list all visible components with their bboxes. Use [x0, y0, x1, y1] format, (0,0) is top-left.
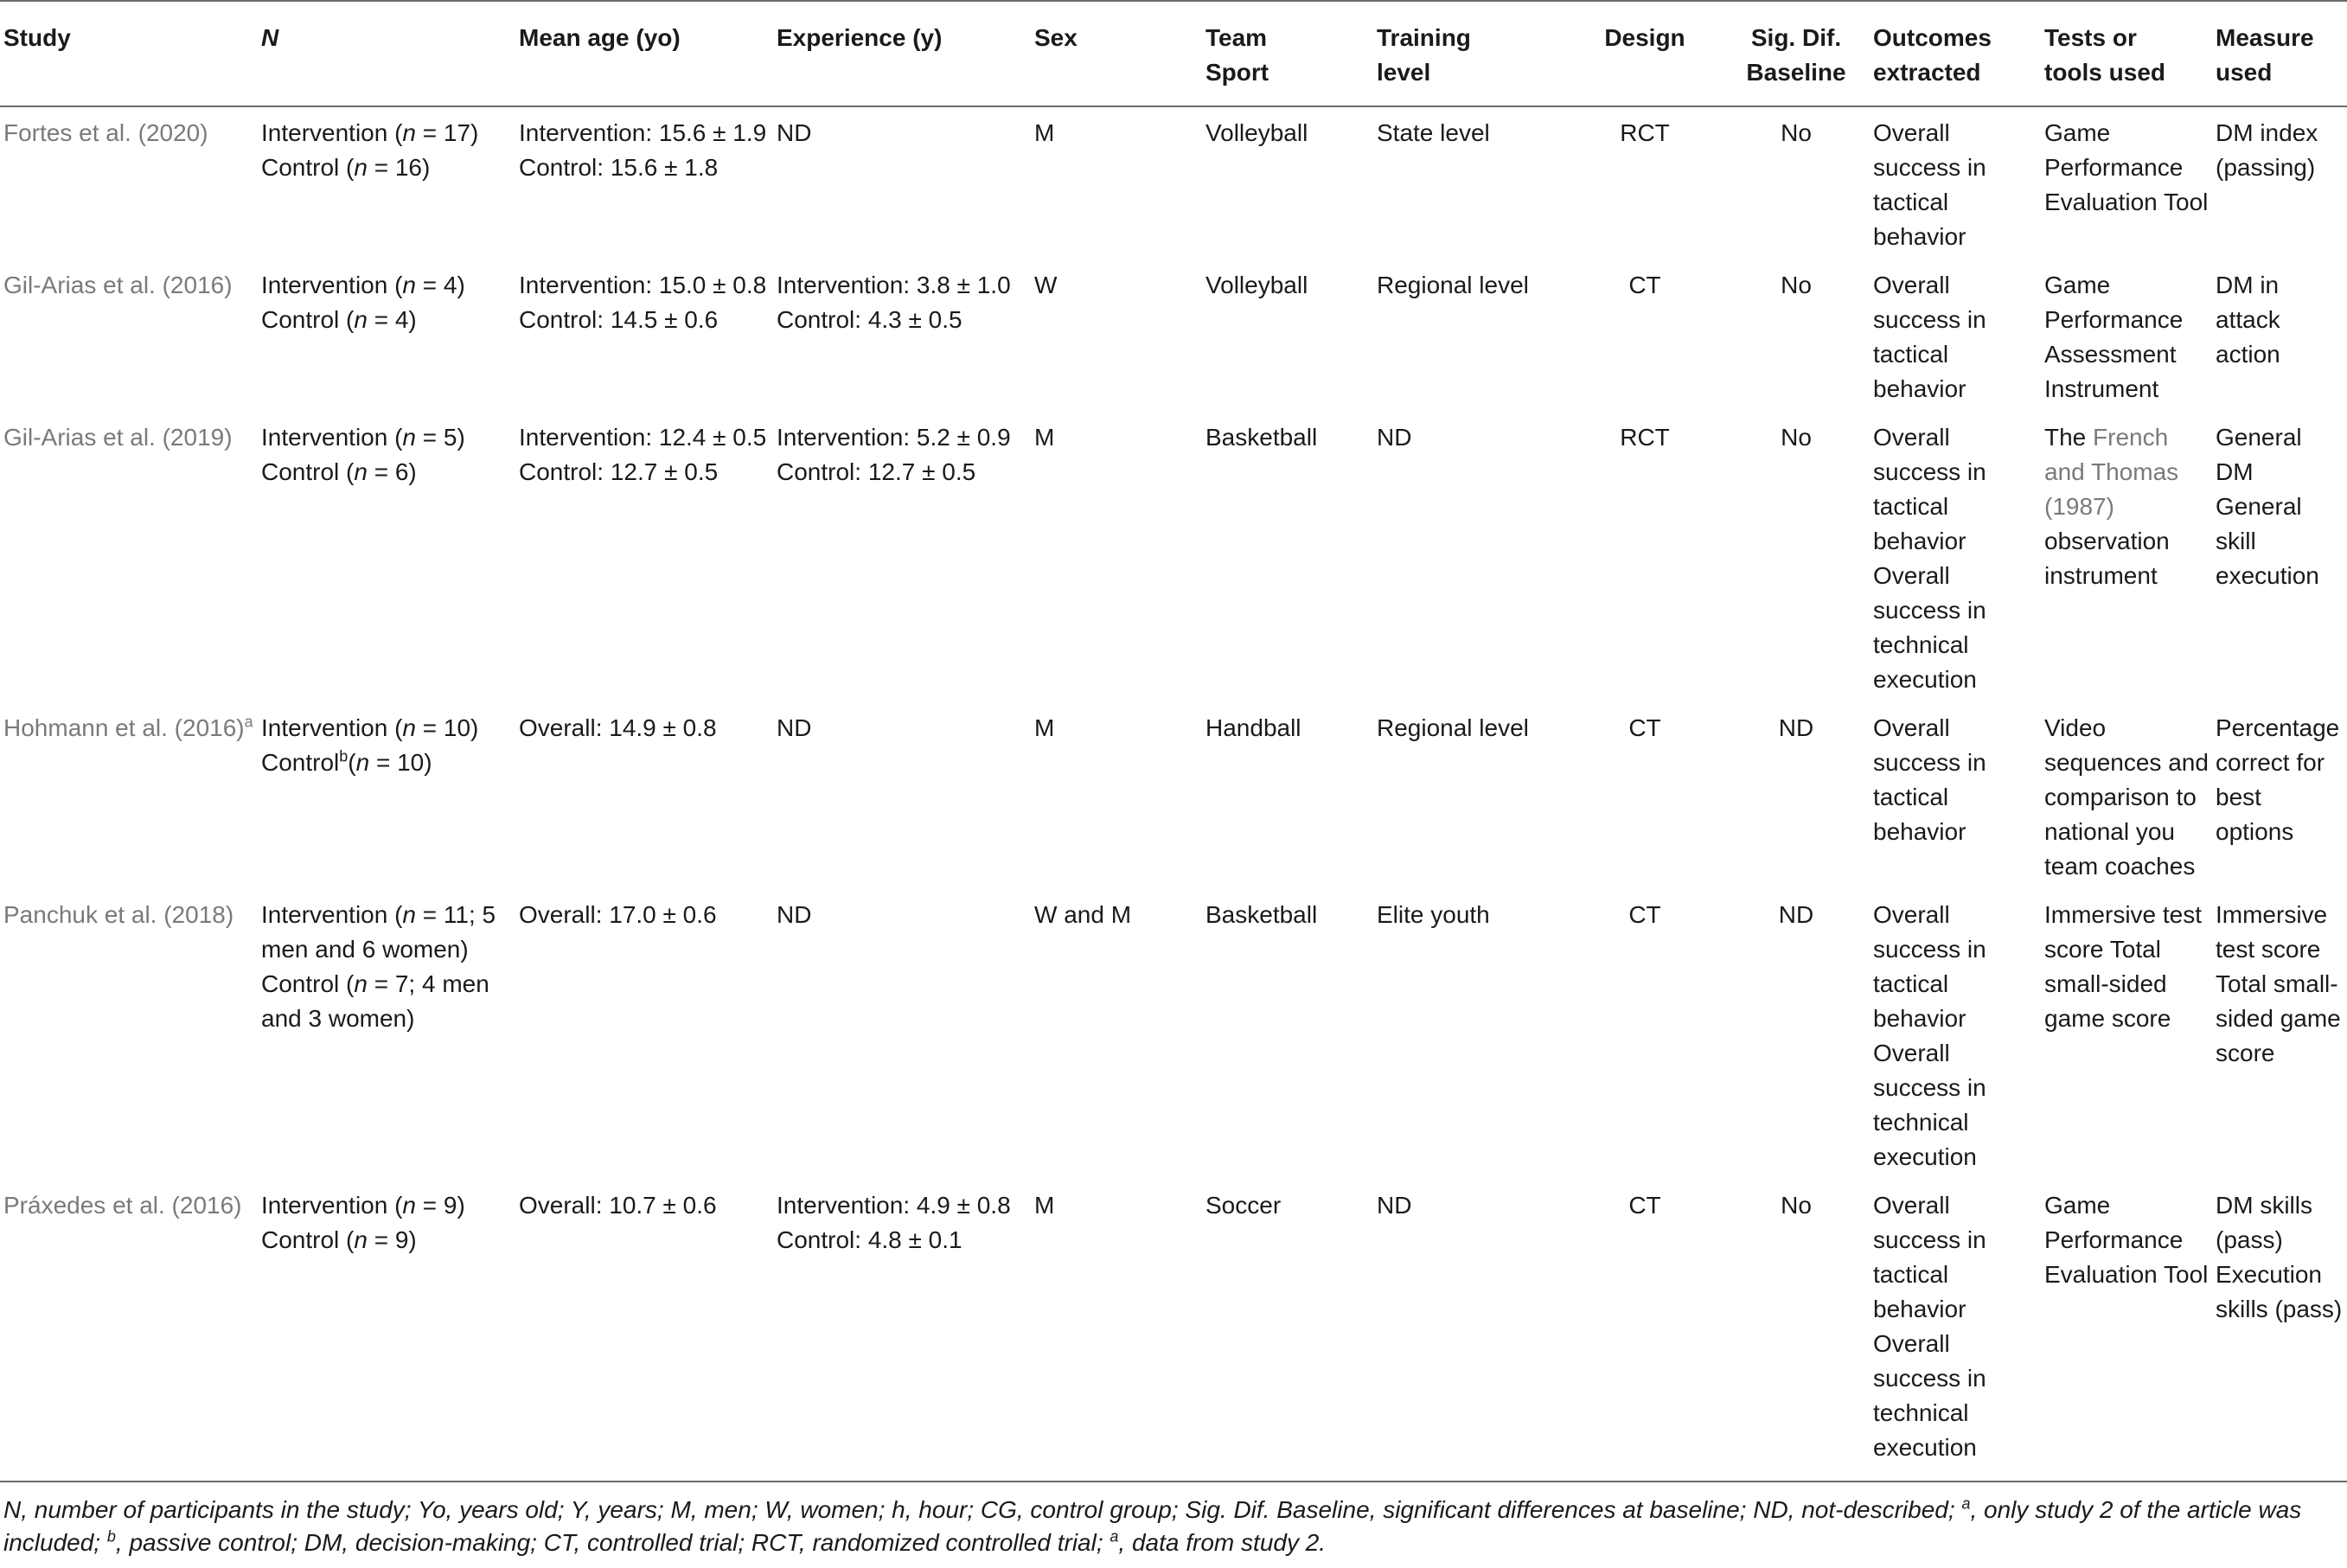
- header-team-sport: [1202, 1, 1373, 106]
- training-cell: ND: [1377, 424, 1412, 451]
- reference-link[interactable]: French and Thomas (1987): [2044, 424, 2179, 520]
- header-mean-age: Mean age (yo): [519, 24, 681, 51]
- n-symbol: n: [355, 749, 370, 776]
- n-intervention-value: = 17): [416, 119, 479, 146]
- mean-age-cell: Overall: 14.9 ± 0.8: [519, 714, 717, 741]
- tests-cell: Video sequences and comparison to national you team coaches: [2044, 714, 2209, 880]
- mean-age-cell: Intervention: 12.4 ± 0.5 Control: 12.7 ± 0.5: [519, 424, 767, 485]
- header-tests: [2041, 1, 2212, 106]
- header-n: [258, 1, 515, 106]
- outcomes-cell: Overall success in tactical behavior: [1873, 272, 1986, 402]
- outcomes-cell: Overall success in tactical behavior Overall success in technical execution: [1873, 901, 1986, 1170]
- n-control-label: Control (: [261, 1226, 355, 1253]
- n-symbol: n: [402, 119, 416, 146]
- sport-cell: Basketball: [1205, 424, 1318, 451]
- n-control-label: Control (: [261, 306, 355, 333]
- n-intervention-label: Intervention (: [261, 901, 403, 928]
- n-symbol: n: [402, 714, 416, 741]
- design-cell: RCT: [1620, 424, 1670, 451]
- study-cell[interactable]: [0, 702, 258, 889]
- measure-cell: General DM General skill execution: [2216, 424, 2319, 589]
- tests-cell: Game Performance Evaluation Tool: [2044, 119, 2209, 215]
- experience-cell: Intervention: 3.8 ± 1.0 Control: 4.3 ± 0.5: [777, 272, 1011, 333]
- sport-cell: Volleyball: [1205, 119, 1308, 146]
- header-sig-line1: Sig. Dif.: [1750, 24, 1842, 51]
- header-training-level: [1373, 1, 1567, 106]
- n-control-value: = 4): [367, 306, 417, 333]
- n-control-value: = 9): [367, 1226, 417, 1253]
- n-control-label: Control: [261, 749, 340, 776]
- outcomes-cell: Overall success in tactical behavior: [1873, 119, 1986, 250]
- sig-cell: ND: [1778, 714, 1814, 741]
- table-row: [0, 702, 2347, 889]
- header-design: Design: [1604, 24, 1685, 51]
- experience-cell: ND: [777, 119, 812, 146]
- sport-cell: Volleyball: [1205, 272, 1308, 298]
- design-cell: CT: [1628, 901, 1661, 928]
- design-cell: CT: [1628, 272, 1661, 298]
- sex-cell: W and M: [1034, 901, 1132, 928]
- header-tests-line1: Tests or: [2044, 24, 2137, 51]
- footnote-marker: b: [339, 747, 349, 765]
- n-intervention-label: Intervention (: [261, 1192, 403, 1219]
- sig-cell: No: [1781, 119, 1812, 146]
- sig-cell: No: [1781, 1192, 1812, 1219]
- n-intervention-value: = 4): [416, 272, 465, 298]
- sex-cell: M: [1034, 424, 1055, 451]
- measure-cell: Percentage correct for best options: [2216, 714, 2340, 845]
- design-cell: RCT: [1620, 119, 1670, 146]
- header-sig-dif-baseline: [1723, 1, 1870, 106]
- tests-text: observation instrument: [2044, 528, 2170, 589]
- measure-cell: DM skills (pass) Execution skills (pass): [2216, 1192, 2343, 1322]
- n-intervention-label: Intervention (: [261, 272, 403, 298]
- experience-cell: ND: [777, 901, 812, 928]
- table-row: [0, 889, 2347, 1180]
- n-control-value: = 7; 4 men and 3 women): [261, 970, 489, 1032]
- n-control-open: (: [348, 749, 356, 776]
- design-cell: CT: [1628, 714, 1661, 741]
- footnote-marker: a: [244, 713, 253, 731]
- tests-cell: Immersive test score Total small-sided game score: [2044, 901, 2203, 1032]
- experience-cell: Intervention: 4.9 ± 0.8 Control: 4.8 ± 0.1: [777, 1192, 1011, 1253]
- measure-cell: Immersive test score Total small-sided game score: [2216, 901, 2341, 1066]
- n-intervention-value: = 10): [416, 714, 479, 741]
- outcomes-cell: Overall success in tactical behavior Overall success in technical execution: [1873, 424, 1986, 693]
- footnote-marker: a: [1110, 1527, 1119, 1546]
- header-sex: Sex: [1034, 24, 1078, 51]
- header-training-line2: level: [1377, 59, 1431, 86]
- footnote-text: , only study 2 of the article was included;: [3, 1496, 2302, 1556]
- sig-cell: ND: [1778, 901, 1814, 928]
- design-cell: CT: [1628, 1192, 1661, 1219]
- header-sig-line2: Baseline: [1746, 59, 1846, 86]
- tests-cell: [2041, 412, 2212, 702]
- n-intervention-label: Intervention (: [261, 424, 403, 451]
- table-row: [0, 1180, 2347, 1470]
- mean-age-cell: Intervention: 15.6 ± 1.9 Control: 15.6 ± 1.8: [519, 119, 767, 181]
- n-symbol: n: [354, 154, 368, 181]
- sex-cell: W: [1034, 272, 1058, 298]
- n-symbol: n: [354, 458, 368, 485]
- training-cell: Regional level: [1377, 272, 1529, 298]
- training-cell: Regional level: [1377, 714, 1529, 741]
- n-intervention-label: Intervention (: [261, 119, 403, 146]
- sig-cell: No: [1781, 272, 1812, 298]
- n-control-value: = 6): [367, 458, 417, 485]
- n-cell: [258, 1180, 515, 1470]
- footnote-text: , passive control; DM, decision-making; CT, controlled trial; RCT, randomized controlled trial;: [115, 1529, 1110, 1556]
- footnote-text: N, number of participants in the study; Yo, years old; Y, years; M, men; W, women; h, hour; CG, control group; Sig. Dif. Baseline, significant differences at baseline; ND, not-described;: [3, 1496, 1962, 1523]
- sex-cell: M: [1034, 119, 1055, 146]
- n-intervention-value: = 11; 5 men and 6 women) Control (: [261, 901, 496, 997]
- n-control-label: Control (: [261, 458, 355, 485]
- outcomes-cell: Overall success in tactical behavior: [1873, 714, 1986, 845]
- n-intervention-value: = 5): [416, 424, 465, 451]
- experience-cell: Intervention: 5.2 ± 0.9 Control: 12.7 ± 0.5: [777, 424, 1011, 485]
- header-team-sport-line1: Team: [1205, 24, 1268, 51]
- header-measure-line2: used: [2216, 59, 2273, 86]
- study-cell[interactable]: Fortes et al. (2020): [3, 119, 208, 146]
- n-control-value: = 16): [367, 154, 431, 181]
- n-cell: [258, 889, 515, 1180]
- sex-cell: M: [1034, 714, 1055, 741]
- tests-cell: Game Performance Evaluation Tool: [2044, 1192, 2209, 1288]
- mean-age-cell: Overall: 17.0 ± 0.6: [519, 901, 717, 928]
- study-cell[interactable]: Gil-Arias et al. (2016): [3, 272, 233, 298]
- n-symbol: n: [402, 272, 416, 298]
- n-symbol: n: [402, 901, 416, 928]
- table-row: [0, 106, 2347, 259]
- study-cell[interactable]: Práxedes et al. (2016): [3, 1192, 242, 1219]
- header-measure-line1: Measure: [2216, 24, 2314, 51]
- table-row: [0, 259, 2347, 412]
- training-cell: Elite youth: [1377, 901, 1490, 928]
- header-outcomes-line2: extracted: [1873, 59, 1981, 86]
- training-cell: State level: [1377, 119, 1490, 146]
- footnote-text: , data from study 2.: [1118, 1529, 1327, 1556]
- sport-cell: Handball: [1205, 714, 1301, 741]
- table-row: [0, 412, 2347, 702]
- n-intervention-value: = 9): [416, 1192, 465, 1219]
- tests-text: The: [2044, 424, 2094, 451]
- header-tests-line2: tools used: [2044, 59, 2166, 86]
- header-measure: [2212, 1, 2347, 106]
- header-outcomes: [1870, 1, 2041, 106]
- mean-age-cell: Intervention: 15.0 ± 0.8 Control: 14.5 ± 0.6: [519, 272, 767, 333]
- n-control-value: = 10): [369, 749, 432, 776]
- n-cell: [258, 259, 515, 412]
- measure-cell: DM in attack action: [2216, 272, 2280, 368]
- tests-cell: Game Performance Assessment Instrument: [2044, 272, 2184, 402]
- n-symbol: n: [354, 970, 368, 997]
- n-symbol: n: [354, 1226, 368, 1253]
- header-study: Study: [3, 24, 71, 51]
- footer-divider: [0, 1481, 2347, 1482]
- n-cell: [258, 702, 515, 889]
- table-footnote: [3, 1494, 2338, 1559]
- footnote-marker: a: [1961, 1494, 1971, 1513]
- header-team-sport-line2: Sport: [1205, 59, 1269, 86]
- measure-cell: DM index (passing): [2216, 119, 2318, 181]
- header-n-label: N: [261, 24, 279, 51]
- training-cell: ND: [1377, 1192, 1412, 1219]
- sig-cell: No: [1781, 424, 1812, 451]
- n-symbol: n: [402, 424, 416, 451]
- sport-cell: Soccer: [1205, 1192, 1282, 1219]
- outcomes-cell: Overall success in tactical behavior Overall success in technical execution: [1873, 1192, 1986, 1461]
- header-row: [0, 1, 2347, 106]
- mean-age-cell: Overall: 10.7 ± 0.6: [519, 1192, 717, 1219]
- sport-cell: Basketball: [1205, 901, 1318, 928]
- n-cell: [258, 106, 515, 259]
- n-symbol: n: [402, 1192, 416, 1219]
- n-cell: [258, 412, 515, 702]
- experience-cell: ND: [777, 714, 812, 741]
- study-cell[interactable]: Panchuk et al. (2018): [3, 901, 234, 928]
- header-experience: Experience (y): [777, 24, 943, 51]
- study-name: Hohmann et al. (2016): [3, 714, 245, 741]
- study-cell[interactable]: Gil-Arias et al. (2019): [3, 424, 233, 451]
- n-symbol: n: [354, 306, 368, 333]
- n-control-label: Control (: [261, 154, 355, 181]
- footnote-marker: b: [106, 1527, 116, 1546]
- header-training-line1: Training: [1377, 24, 1471, 51]
- sex-cell: M: [1034, 1192, 1055, 1219]
- header-outcomes-line1: Outcomes: [1873, 24, 1992, 51]
- n-intervention-label: Intervention (: [261, 714, 403, 741]
